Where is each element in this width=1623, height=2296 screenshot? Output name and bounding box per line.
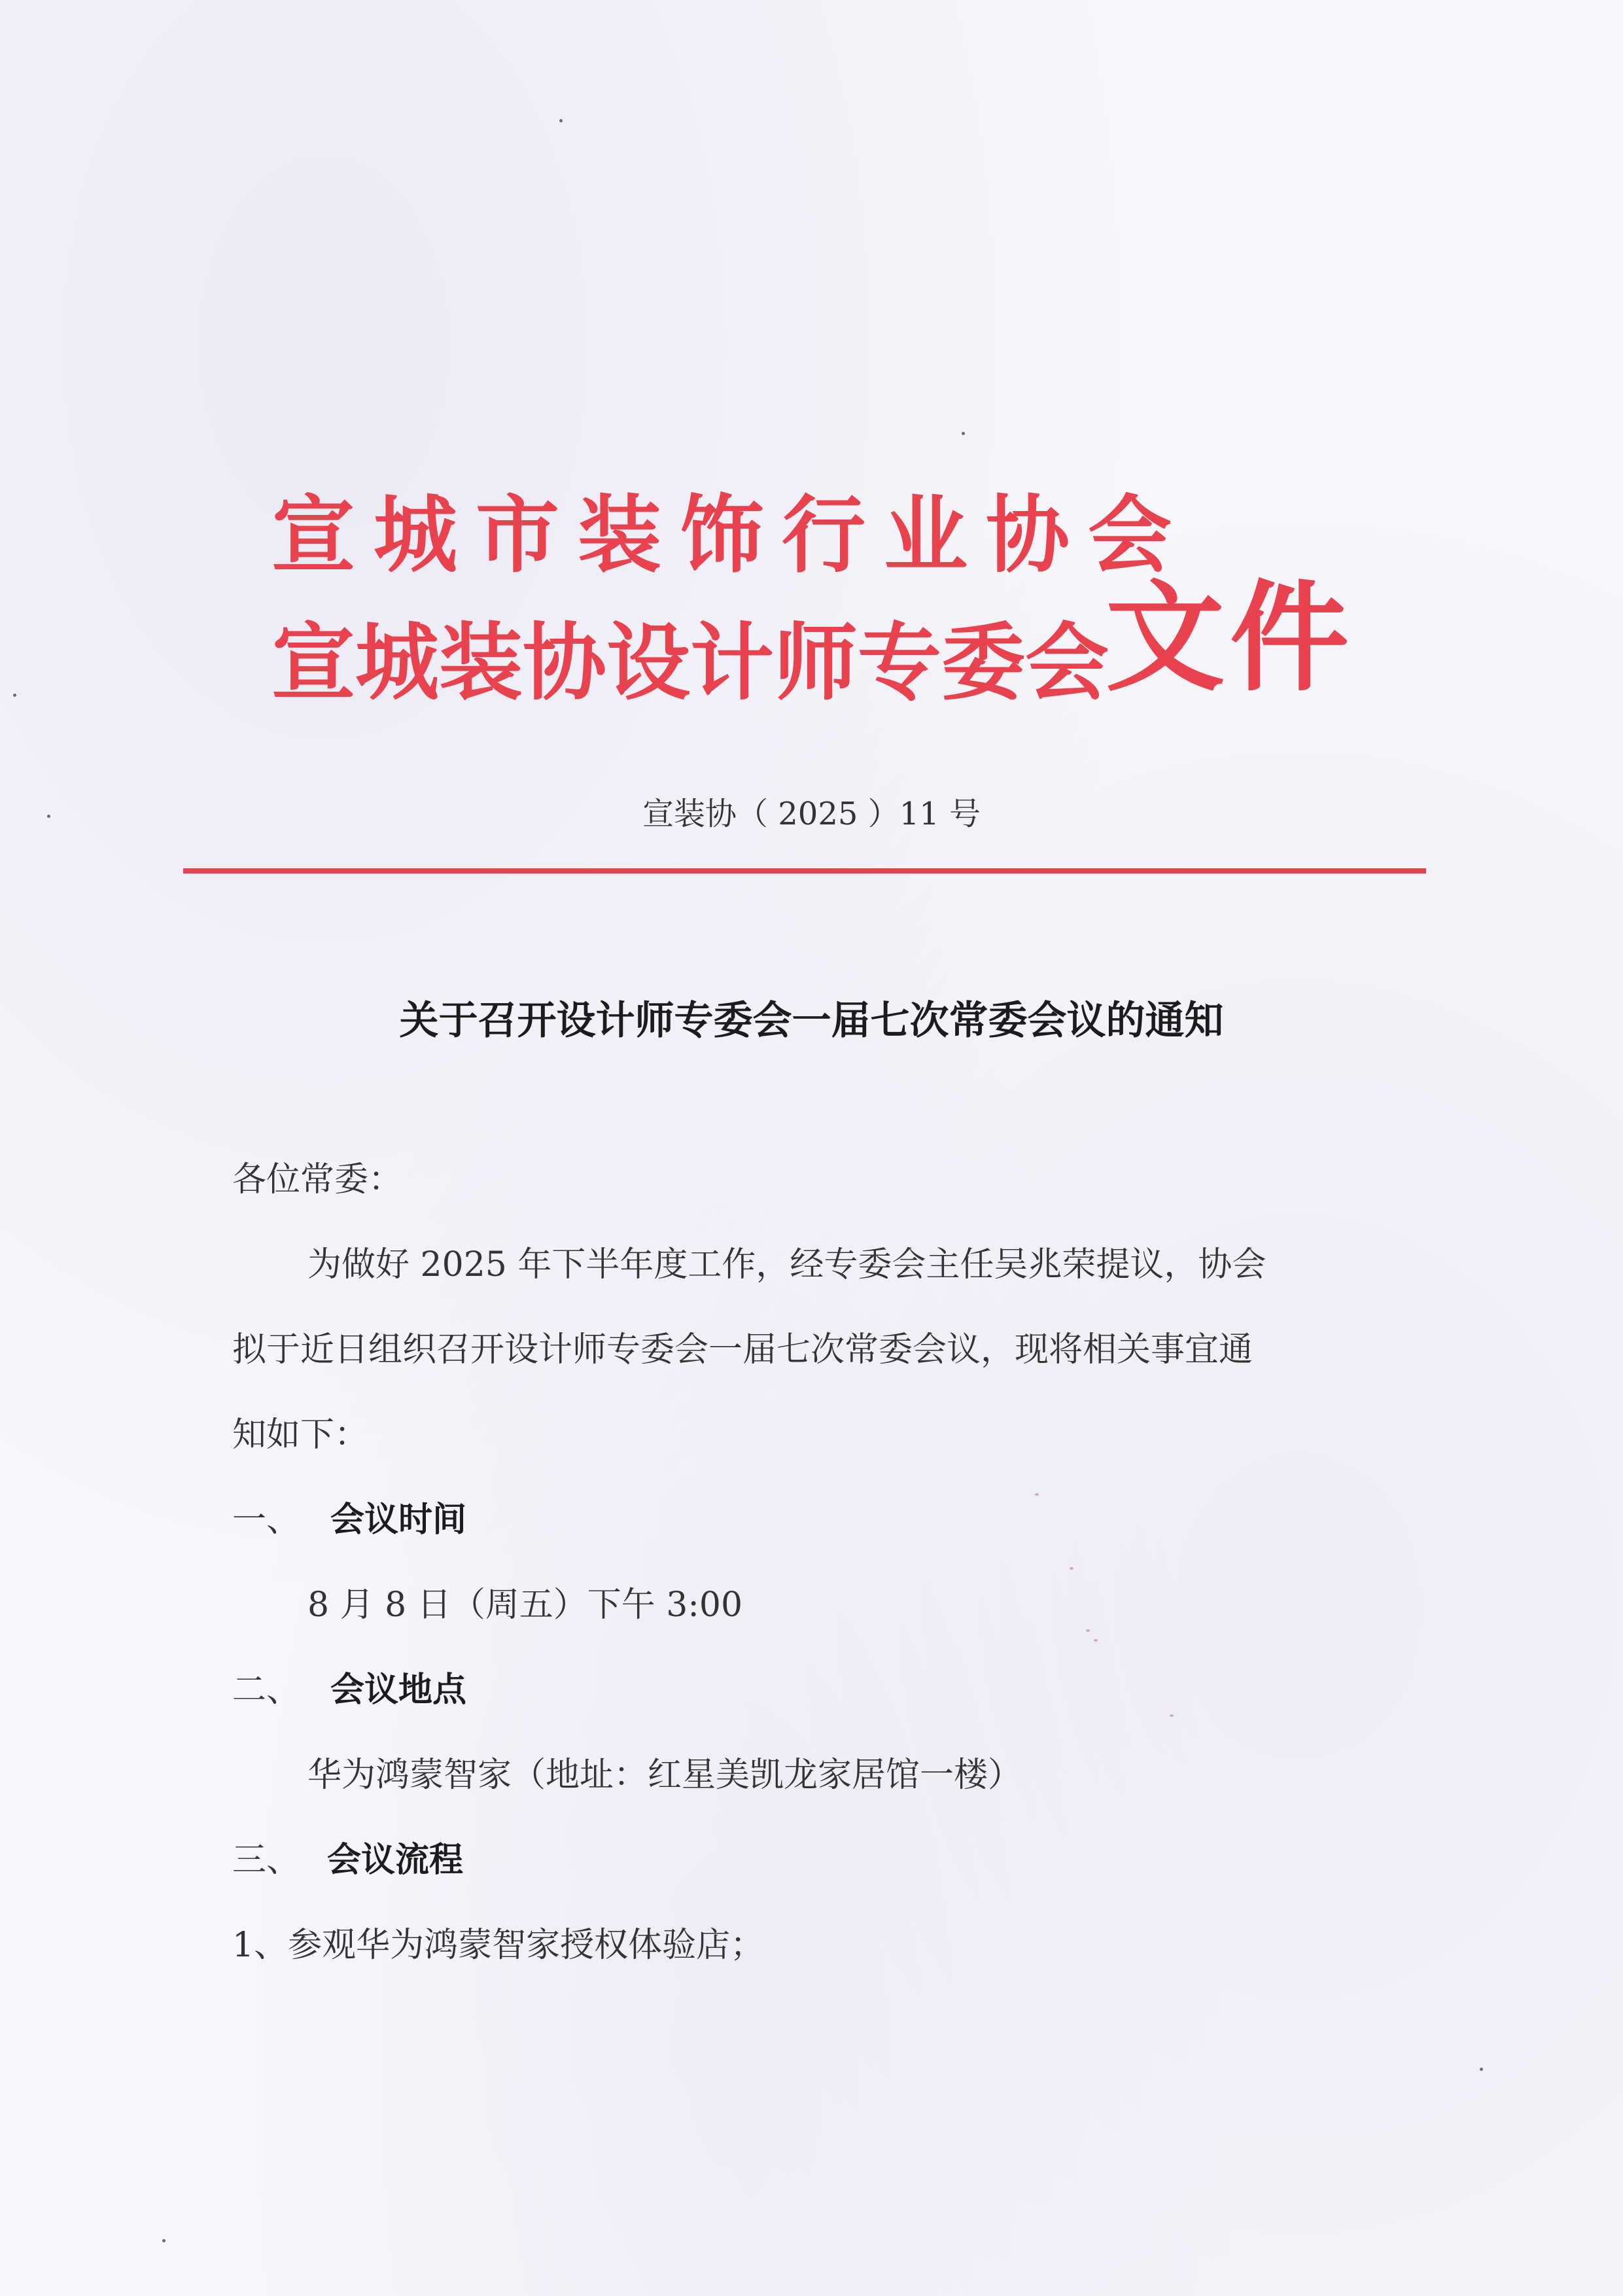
document-number: 宣装协（ 2025 ）11 号 [642, 796, 981, 832]
intro-line-1: 为做好 2025 年下半年度工作，经专委会主任吴兆荣提议，协会 [307, 1245, 1266, 1284]
org-name-line-1: 宣城市装饰行业协会 [271, 486, 1191, 584]
section-heading-agenda: 会议流程 [327, 1841, 464, 1880]
scan-speck [1086, 1629, 1090, 1632]
meeting-time: 8 月 8 日（周五）下午 3:00 [307, 1585, 743, 1625]
scan-speck [1070, 1567, 1073, 1570]
scan-speck [559, 119, 563, 122]
intro-line-2: 拟于近日组织召开设计师专委会一届七次常委会议，现将相关事宜通 [232, 1330, 1253, 1369]
notice-title: 关于召开设计师专委会一届七次常委会议的通知 [399, 998, 1224, 1044]
salutation: 各位常委： [232, 1160, 403, 1199]
scan-speck [1480, 2068, 1483, 2071]
scan-speck [47, 815, 50, 818]
scan-speck [962, 432, 965, 435]
red-header-rule [183, 868, 1426, 874]
scan-speck [13, 694, 16, 697]
org-name-line-2: 宣城装协设计师专委会 [271, 614, 1109, 712]
scan-speck [1035, 1493, 1039, 1496]
scan-speck [162, 2239, 166, 2242]
agenda-item: 1、参观华为鸿蒙智家授权体验店； [232, 1926, 765, 1965]
meeting-location: 华为鸿蒙智家（地址：红星美凯龙家居馆一楼） [307, 1756, 1022, 1795]
section-heading-location: 会议地点 [330, 1670, 467, 1710]
intro-line-3: 知如下： [232, 1415, 369, 1455]
section-heading-time: 会议时间 [330, 1500, 467, 1540]
scan-speck [1170, 1714, 1174, 1717]
section-number: 一、 [232, 1500, 301, 1540]
section-number: 三、 [232, 1841, 301, 1880]
section-number: 二、 [232, 1670, 301, 1710]
scan-speck [1094, 1639, 1098, 1642]
document-word: 文件 [1106, 567, 1354, 707]
